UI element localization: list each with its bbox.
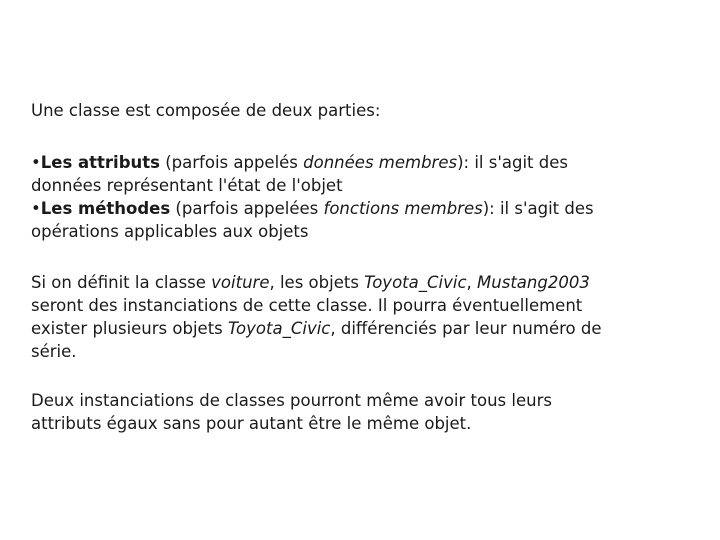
italic-voiture: voiture	[211, 273, 270, 292]
closing-paragraph: Deux instanciations de classes pourront même avoir tous leurs attributs égaux sans pour autant être le même objet.	[31, 391, 552, 433]
intro-text: Une classe est composée de deux parties:	[31, 101, 381, 120]
bullet-attributes: •Les attributs (parfois appelés données membres): il s'agit des données représentant l'état de l'objet	[31, 151, 691, 197]
term-methodes: Les méthodes	[40, 199, 171, 218]
italic-mustang2003: Mustang2003	[477, 273, 590, 292]
bullet-list	[31, 151, 691, 243]
bullet-methods: •Les méthodes (parfois appelées fonctions membres): il s'agit des opérations applicables aux objets	[31, 197, 691, 243]
italic-toyota-civic-2: Toyota_Civic	[228, 319, 331, 338]
italic-toyota-civic: Toyota_Civic	[364, 273, 467, 292]
bullet-marker: •	[31, 199, 41, 218]
italic-donnees-membres: données membres	[303, 153, 458, 172]
intro-paragraph	[31, 99, 691, 122]
bullet-attributes-continuation: données représentant l'état de l'objet	[31, 176, 343, 195]
example-paragraph: Si on définit la classe voiture, les objets Toyota_Civic, Mustang2003 seront des instanciations de cette classe. Il pourra éventuellement exister plusieurs objets Toyota_Civic, différenciés par leur numéro de série.	[31, 273, 602, 361]
italic-fonctions-membres: fonctions membres	[323, 199, 483, 218]
bullet-methods-continuation: opérations applicables aux objets	[31, 222, 309, 241]
term-attributs: Les attributs	[40, 153, 160, 172]
bullet-marker: •	[31, 153, 41, 172]
